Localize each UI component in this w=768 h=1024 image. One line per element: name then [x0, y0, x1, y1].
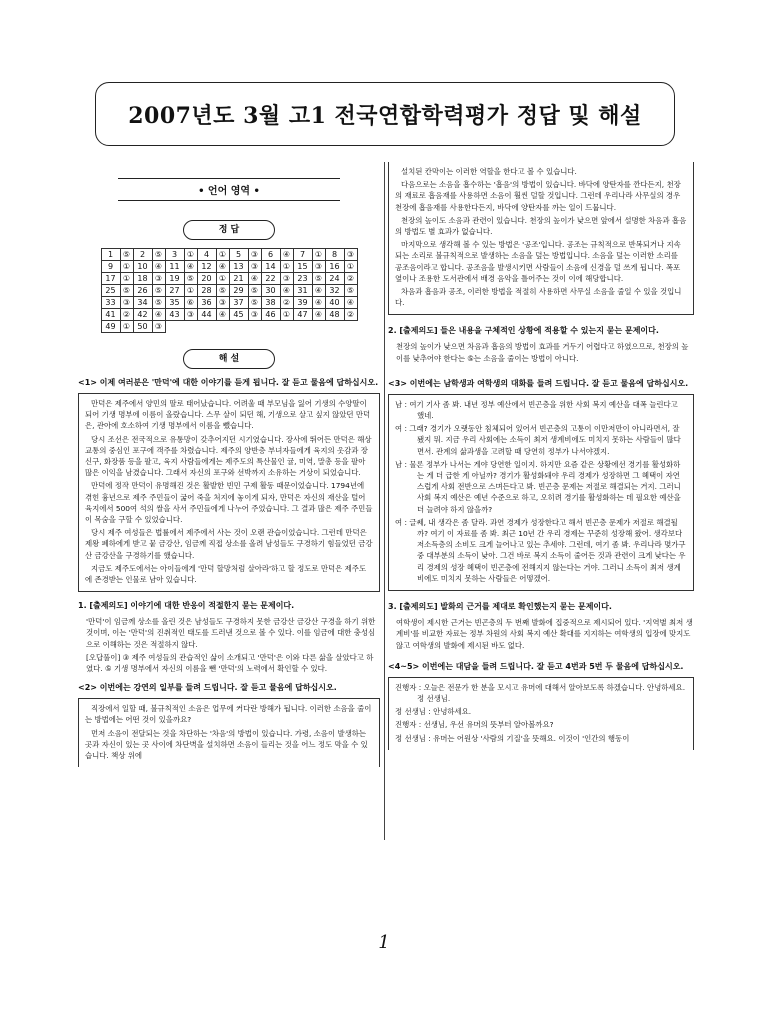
question-number: 5: [229, 249, 248, 261]
q1-paragraph: 당시 조선은 전국적으로 유통망이 갖추어지던 시기였습니다. 장사에 뛰어든 만덕은 해상 교통의 중심인 포구에 객주를 차렸습니다. 제주의 양반층 부녀자들에게 육지의 옷감과 장신구, 화장품 등을 팔고, 육지 사람들에게는 제주도의 특산물인 귤, 미역, 말총 등을 팔아 많은 이익을 남겼습니다. 그래서 자신의 포구와 선박까지 소유하는 거상이 되었습니다.: [85, 434, 372, 478]
answer-choice: ⑤: [216, 285, 229, 297]
question-number: 37: [229, 297, 248, 309]
question-number: 29: [229, 285, 248, 297]
question-number: 49: [101, 321, 120, 333]
section-title: • 언어 영역 •: [198, 186, 260, 197]
explain-heading: 해 설: [183, 349, 275, 369]
q1-answer-text: '만덕'이 임금께 상소를 올린 것은 남성들도 구경하지 못한 금강산 금강산 구경을 하기 위한 것이며, 이는 '만덕'의 진취적인 태도를 드러낸 것으로 볼 수 있다. 이를 임금에 대한 충성심으로 이해하는 것은 적절하지 않다.: [86, 617, 376, 649]
question-number: 18: [133, 273, 152, 285]
question-number: 9: [101, 261, 120, 273]
answer-row: [101, 273, 357, 285]
q2-script-box: [78, 698, 380, 767]
answer-choice: ⑤: [152, 297, 165, 309]
answer-choice: ⑤: [120, 285, 133, 297]
question-number: 13: [229, 261, 248, 273]
question-number: 4: [197, 249, 216, 261]
question-number: 50: [133, 321, 152, 333]
title-box: [95, 82, 675, 146]
answer-choice: ③: [184, 309, 197, 321]
question-number: 33: [101, 297, 120, 309]
question-number: 17: [101, 273, 120, 285]
question-number: 12: [197, 261, 216, 273]
answer-choice: ②: [344, 273, 357, 285]
question-number: 23: [293, 273, 312, 285]
q1-answer-heading: 1. [출제의도] 이야기에 대한 반응이 적절한지 묻는 문제이다.: [78, 601, 295, 611]
answer-row: [101, 285, 357, 297]
answer-choice: ⑤: [152, 249, 165, 261]
answer-choice: ②: [280, 297, 293, 309]
answer-choice: ③: [312, 261, 325, 273]
q2-script-box-continued: [388, 162, 694, 315]
answer-choice: ⑤: [184, 273, 197, 285]
q2-paragraph: 다음으로는 소음을 흡수하는 '흡음'의 방법이 있습니다. 바닥에 양탄자를 깐다든지, 천장의 재료로 흡음재를 사용하면 소음이 훨씬 덜할 것입니다. 그런데 우리나라 사무실의 경우 천장에 흡음재를 사용한다든지, 바닥에 양탄자를 까는 일이 드뭅니다.: [395, 180, 681, 212]
question-number: 42: [133, 309, 152, 321]
answer-choice: ④: [184, 261, 197, 273]
section-rule-bottom: [118, 200, 340, 201]
answer-table: [101, 248, 358, 333]
left-column: [78, 162, 380, 767]
question-number: 14: [261, 261, 280, 273]
question-number: 32: [325, 285, 344, 297]
answer-choice: ④: [312, 309, 325, 321]
q2-paragraph: 직장에서 일할 때, 불규칙적인 소음은 업무에 커다란 방해가 됩니다. 이러한 소음을 줄이는 방법에는 어떤 것이 있을까요?: [85, 704, 372, 725]
question-number: 28: [197, 285, 216, 297]
answer-choice: ⑤: [344, 285, 357, 297]
question-number: 19: [165, 273, 184, 285]
q2-heading: <2> 이번에는 강연의 일부를 들려 드립니다. 잘 듣고 물음에 답하십시오.: [78, 683, 337, 693]
question-number: 45: [229, 309, 248, 321]
answer-choice: ④: [312, 285, 325, 297]
question-number: 44: [197, 309, 216, 321]
question-number: 41: [101, 309, 120, 321]
answer-choice: ①: [280, 261, 293, 273]
question-number: 48: [325, 309, 344, 321]
q3-answer-heading: 3. [출제의도] 발화의 근거를 제대로 확인했는지 묻는 문제이다.: [388, 602, 612, 612]
q2-paragraph: 천장의 높이도 소음과 관련이 있습니다. 천장의 높이가 낮으면 앞에서 설명한 차음과 흡음의 방법도 별 효과가 없습니다.: [395, 215, 687, 237]
q1-answer-text: [오답풀이] ③ 제주 여성들의 관습적인 삶이 소개되고 '만덕'은 이와 다른 삶을 살았다고 하였다. ⑤ 기생 명부에서 자신의 이름을 뺀 '만덕'의 노력에서 확인할 수 있다.: [86, 652, 374, 674]
answer-row: [101, 261, 357, 273]
answer-choice: ①: [216, 249, 229, 261]
question-number: 34: [133, 297, 152, 309]
answer-row: [101, 309, 357, 321]
answer-choice: ④: [280, 249, 293, 261]
answer-choice: ①: [120, 273, 133, 285]
question-number: 10: [133, 261, 152, 273]
question-number: 26: [133, 285, 152, 297]
answer-choice: ①: [344, 261, 357, 273]
question-number: 36: [197, 297, 216, 309]
question-number: 1: [101, 249, 120, 261]
question-number: 47: [293, 309, 312, 321]
question-number: 22: [261, 273, 280, 285]
answer-choice: ③: [248, 249, 261, 261]
q1-paragraph: 만덕은 제주에서 양민의 딸로 태어났습니다. 어려울 때 부모님을 잃어 기생의 수양딸이 되어 기생 명부에 이름이 올랐습니다. 스무 살이 되던 해, 기생으로 살고 싶지 않았던 만덕은, 관아에 호소하여 기생 명부에서 이름을 뺐습니다.: [85, 399, 371, 431]
question-number: 24: [325, 273, 344, 285]
dialogue-line: 진행자 : 선생님, 우선 유머의 뜻부터 알아볼까요?: [395, 720, 554, 730]
question-number: 15: [293, 261, 312, 273]
question-number: 35: [165, 297, 184, 309]
question-number: 7: [293, 249, 312, 261]
answer-choice: ③: [344, 249, 357, 261]
question-number: 38: [261, 297, 280, 309]
answer-choice: ③: [152, 321, 165, 333]
answer-choice: ⑤: [120, 249, 133, 261]
answer-choice: ⑤: [312, 273, 325, 285]
q4-heading: <4~5> 이번에는 대담을 들려 드립니다. 잘 듣고 4번과 5번 두 물음에 답하십시오.: [388, 661, 684, 671]
answer-choice: ①: [184, 285, 197, 297]
answer-choice: ⑥: [184, 297, 197, 309]
q2-paragraph: 마지막으로 생각해 볼 수 있는 방법은 '공조'입니다. 공조는 규칙적으로 반복되거나 지속되는 소리로 불규칙적으로 발생하는 소음을 덮는 방법입니다. 소음을 덮는 이러한 소리를 공조음이라고 합니다. 공조음을 발생시키면 사람들이 소음에 신경을 덜 쓰게 됩니다. 폭포 옆이나 조용한 도서관에서 배경 음악을 틀어주는 것이 이에 해당합니다.: [395, 240, 681, 283]
dialogue-line: 정 선생님 : 안녕하세요.: [395, 707, 472, 717]
answer-row: [101, 321, 357, 333]
answer-choice: ③: [120, 297, 133, 309]
answer-choice: ④: [280, 285, 293, 297]
answer-choice: ④: [216, 261, 229, 273]
answer-choice: ③: [280, 273, 293, 285]
q3-heading: <3> 이번에는 남학생과 여학생의 대화를 들려 드립니다. 잘 듣고 물음에 답하십시오.: [388, 378, 689, 388]
page-title: 2007년도 3월 고1 전국연합학력평가 정답 및 해설: [128, 102, 642, 129]
answer-choice: ①: [312, 249, 325, 261]
question-number: 43: [165, 309, 184, 321]
dialogue-line: 남 : 물론 정부가 나서는 게야 당연한 일이지. 하지만 요즘 같은 상황에선 경기를 활성화하는 게 더 급한 게 아닐까? 경기가 활성화돼야 우리 경제가 성장하면 그 혜택이 자연스럽게 사회 전반으로 스며든다고 봐. 빈곤층 문제는 저절로 해결되는 거지. 그러니 사회 복지 예산은 예년 수준으로 하고, 오히려 경기를 활성화하는 데 필요한 예산을 더 늘려야 하지 않을까?: [395, 459, 681, 514]
column-divider: [384, 162, 385, 840]
answer-choice: ①: [184, 249, 197, 261]
page-number: 1: [378, 932, 390, 953]
dialogue-line: 남 : 여기 기사 좀 봐. 내년 정부 예산에서 빈곤층을 위한 사회 복지 예산을 대폭 늘린다고 했네.: [395, 399, 678, 421]
dialogue-line: 진행자 : 오늘은 전문가 한 분을 모시고 유머에 대해서 알아보도록 하겠습니다. 안녕하세요. 정 선생님.: [395, 682, 686, 703]
question-number: 6: [261, 249, 280, 261]
question-number: 31: [293, 285, 312, 297]
dialogue-line: 여 : 그래? 경기가 오랫동안 침체되어 있어서 빈곤층의 고통이 이만저만이 아니라면서, 잘 됐지 뭐. 지금 우리 사회에는 소득이 최저 생계비에도 미치지 못하는 사람들이 많다면서. 관계의 삶과생을 고려할 때 당연히 정부가 나서야겠지.: [395, 424, 681, 456]
question-number: 27: [165, 285, 184, 297]
answer-choice: ①: [120, 261, 133, 273]
answer-choice: ④: [312, 297, 325, 309]
answer-choice: ④: [344, 297, 357, 309]
section-header: [78, 170, 380, 210]
q2-paragraph: 차음과 흡음과 공조, 이러한 방법을 적절히 사용하면 사무실 소음을 줄일 수 있을 것입니다.: [395, 287, 682, 308]
question-number: 21: [229, 273, 248, 285]
question-number: 16: [325, 261, 344, 273]
q1-heading: <1> 이제 여러분은 '만덕'에 대한 이야기를 듣게 됩니다. 잘 듣고 물음에 답하십시오.: [78, 378, 379, 387]
q2-paragraph: 먼저 소음이 전달되는 것을 차단하는 '차음'의 방법이 있습니다. 가령, 소음이 발생하는 곳과 자신이 있는 곳 사이에 차단벽을 설치하면 소음이 들리는 것을 어느 정도 막을 수 있습니다. 책상 위에: [85, 728, 368, 761]
question-number: 20: [197, 273, 216, 285]
answer-choice: ④: [152, 309, 165, 321]
question-number: 3: [165, 249, 184, 261]
question-number: 25: [101, 285, 120, 297]
answer-choice: ③: [152, 273, 165, 285]
answer-row: [101, 297, 357, 309]
section-rule-top: [118, 178, 340, 179]
dialogue-line: 정 선생님 : 유머는 어원상 '사람의 기질'을 뜻해요. 이것이 '인간의 행동이: [395, 733, 630, 743]
answer-choice: ⑤: [152, 285, 165, 297]
answer-choice: ④: [248, 273, 261, 285]
answer-choice: ③: [248, 309, 261, 321]
answer-choice: ①: [280, 309, 293, 321]
answer-choice: ⑤: [248, 297, 261, 309]
question-number: 11: [165, 261, 184, 273]
answer-row: [101, 249, 357, 261]
answer-choice: ②: [344, 309, 357, 321]
q2-answer-text: 천장의 높이가 낮으면 차음과 흡음의 방법이 효과를 거두기 어렵다고 하였으므로, 천장의 높이를 낮추어야 한다는 ⑤는 소음을 줄이는 방법이 아니다.: [396, 342, 689, 363]
question-number: 39: [293, 297, 312, 309]
q3-script-box: [388, 394, 694, 591]
answer-choice: ③: [248, 261, 261, 273]
answer-choice: ⑤: [248, 285, 261, 297]
dialogue-line: 여 : 글쎄, 내 생각은 좀 달라. 과연 경제가 성장한다고 해서 빈곤층 문제가 저절로 해결될까? 여기 이 자료를 좀 봐. 최근 10년 간 우리 경제는 꾸준히 성장해 왔어. 생각보다 저소득층의 소비도 크게 늘어나고 있는 추세야. 그런데, 여기 좀 봐. 우리나라 몇가구 중 대부분의 소득이 낮아. 그건 바로 복지 소득이 줄어든 것과 관련이 크게 낮다는 우리 경제의 성장 혜택이 빈곤층에 전해지지 않는다는 거야. 그러니 소득이 최저 생계비에도 미치지 못하는 사람들은 어떻겠어.: [395, 517, 686, 583]
question-number: 40: [325, 297, 344, 309]
q4-script-box: [388, 677, 694, 750]
answer-heading: 정 답: [183, 220, 275, 240]
q2-answer-heading: 2. [출제의도] 들은 내용을 구체적인 상황에 적용할 수 있는지 묻는 문제이다.: [388, 326, 659, 336]
q1-paragraph: 당시 제주 여성들은 법률에서 제주에서 사는 것이 오랜 관습이었습니다. 그런데 만덕은 제왕 폐하에게 받고 뭍 금강산, 임금께 직접 상소를 올려 남성들도 구경하기 힘들었던 금강산 금강산을 구경하기를 했습니다.: [85, 528, 373, 560]
answer-choice: ①: [120, 321, 133, 333]
right-column: [388, 162, 694, 750]
answer-choice: ②: [120, 309, 133, 321]
answer-choice: ④: [216, 309, 229, 321]
q3-answer-text: 여학생이 제시한 근거는 빈곤층의 두 번째 발화에 집중적으로 제시되어 있다. '지역별 최저 생계비'를 비교한 자료는 정부 차원의 사회 복지 예산 확대를 지지하는 여학생의 입장에 맞지도 않고 여학생의 발화에 제시된 바도 없다.: [396, 618, 693, 650]
q1-script-box: [78, 393, 380, 592]
question-number: 8: [325, 249, 344, 261]
q2-paragraph: 설치된 칸막이는 이러한 역할을 한다고 볼 수 있습니다.: [401, 167, 577, 176]
q1-paragraph: 지금도 제주도에서는 아이들에게 '만덕 할망처럼 살아라'하고 할 정도로 만덕은 제주도에 존경받는 인물로 남아 있습니다.: [85, 563, 367, 585]
answer-choice: ④: [152, 261, 165, 273]
answer-choice: ①: [216, 273, 229, 285]
question-number: 2: [133, 249, 152, 261]
answer-choice: ③: [216, 297, 229, 309]
question-number: 46: [261, 309, 280, 321]
question-number: 30: [261, 285, 280, 297]
q1-paragraph: 만덕에 정작 만덕이 유명해진 것은 활발한 빈민 구제 활동 때문이었습니다. 1794년에 겪힌 흉년으로 제주 주민들이 굶어 죽을 처지에 놓이게 되자, 만덕은 자신의 재산을 털어 육지에서 500여 석의 쌀을 사서 주민들에게 나누어 주었습니다. 그 결과 많은 제주 주민들이 목숨을 구할 수 있었습니다.: [85, 481, 373, 525]
